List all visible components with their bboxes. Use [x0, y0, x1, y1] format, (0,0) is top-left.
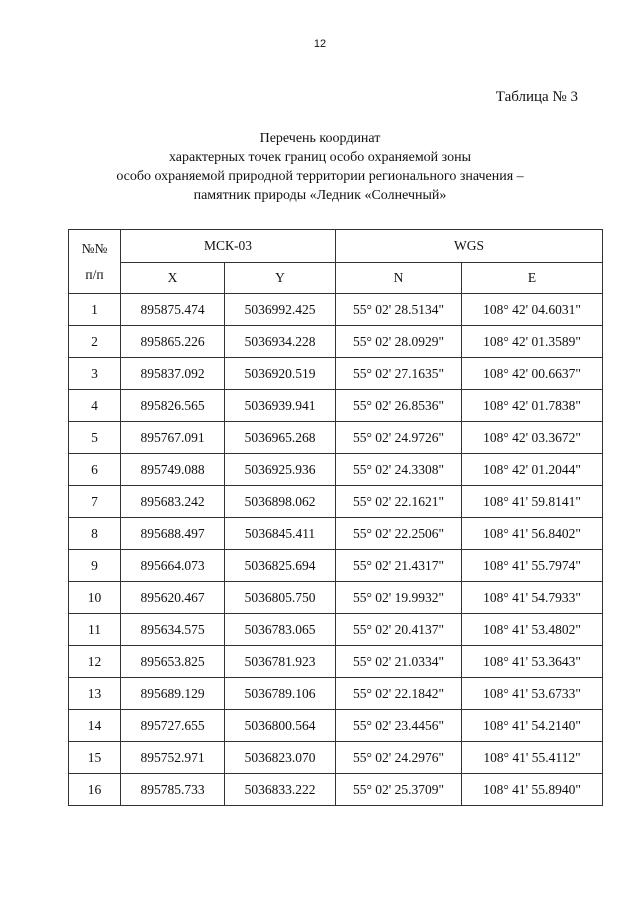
title-line: особо охраняемой природной территории регионального значения – — [116, 169, 524, 184]
table-row — [69, 550, 603, 582]
table-row — [69, 582, 603, 614]
cell-n: 55° 02' 20.4137" — [336, 614, 462, 646]
cell-number: 5 — [69, 422, 121, 454]
cell-x: 895865.226 — [121, 326, 225, 358]
cell-number: 11 — [69, 614, 121, 646]
table-row — [69, 742, 603, 774]
cell-number: 14 — [69, 710, 121, 742]
title-line: характерных точек границ особо охраняемой зоны — [168, 150, 472, 165]
table-row — [69, 294, 603, 326]
cell-number: 7 — [69, 486, 121, 518]
cell-y: 5036920.519 — [225, 358, 336, 390]
cell-e: 108° 42' 01.3589" — [462, 326, 603, 358]
table-row — [69, 646, 603, 678]
cell-e: 108° 42' 04.6031" — [462, 294, 603, 326]
cell-n: 55° 02' 25.3709" — [336, 774, 462, 806]
table-row — [69, 358, 603, 390]
cell-y: 5036825.694 — [225, 550, 336, 582]
cell-e: 108° 41' 53.3643" — [462, 646, 603, 678]
cell-number: 6 — [69, 454, 121, 486]
column-header-x: X — [121, 263, 225, 294]
cell-y: 5036833.222 — [225, 774, 336, 806]
cell-x: 895683.242 — [121, 486, 225, 518]
title-line: Перечень координат — [259, 131, 381, 146]
cell-y: 5036789.106 — [225, 678, 336, 710]
cell-e: 108° 42' 03.3672" — [462, 422, 603, 454]
cell-y: 5036823.070 — [225, 742, 336, 774]
cell-y: 5036925.936 — [225, 454, 336, 486]
page-number: 12 — [313, 38, 327, 50]
table-row — [69, 774, 603, 806]
cell-n: 55° 02' 28.0929" — [336, 326, 462, 358]
row-number-header — [69, 230, 121, 294]
cell-x: 895620.467 — [121, 582, 225, 614]
cell-x: 895634.575 — [121, 614, 225, 646]
table-label: Таблица № 3 — [495, 89, 578, 105]
cell-number: 4 — [69, 390, 121, 422]
cell-y: 5036805.750 — [225, 582, 336, 614]
cell-n: 55° 02' 26.8536" — [336, 390, 462, 422]
table-row — [69, 518, 603, 550]
cell-n: 55° 02' 24.2976" — [336, 742, 462, 774]
column-header-y: Y — [225, 263, 336, 294]
msk-group-header: МСК-03 — [121, 230, 336, 263]
cell-x: 895875.474 — [121, 294, 225, 326]
cell-n: 55° 02' 19.9932" — [336, 582, 462, 614]
table-row — [69, 486, 603, 518]
table-row — [69, 326, 603, 358]
table-row — [69, 422, 603, 454]
cell-x: 895689.129 — [121, 678, 225, 710]
table-row — [69, 678, 603, 710]
cell-e: 108° 42' 01.2044" — [462, 454, 603, 486]
cell-n: 55° 02' 21.4317" — [336, 550, 462, 582]
cell-number: 10 — [69, 582, 121, 614]
cell-e: 108° 41' 56.8402" — [462, 518, 603, 550]
table-row — [69, 390, 603, 422]
cell-number: 9 — [69, 550, 121, 582]
wgs-group-header: WGS — [336, 230, 603, 263]
cell-n: 55° 02' 21.0334" — [336, 646, 462, 678]
cell-y: 5036965.268 — [225, 422, 336, 454]
row-number-header-line2: п/п — [85, 266, 104, 282]
cell-number: 8 — [69, 518, 121, 550]
cell-e: 108° 41' 55.7974" — [462, 550, 603, 582]
cell-e: 108° 42' 00.6637" — [462, 358, 603, 390]
cell-y: 5036783.065 — [225, 614, 336, 646]
cell-x: 895785.733 — [121, 774, 225, 806]
cell-y: 5036939.941 — [225, 390, 336, 422]
cell-n: 55° 02' 24.9726" — [336, 422, 462, 454]
cell-y: 5036992.425 — [225, 294, 336, 326]
coordinates-table — [68, 229, 603, 806]
cell-n: 55° 02' 24.3308" — [336, 454, 462, 486]
cell-y: 5036934.228 — [225, 326, 336, 358]
cell-x: 895727.655 — [121, 710, 225, 742]
cell-number: 15 — [69, 742, 121, 774]
table-subheader-row — [69, 263, 603, 294]
cell-x: 895767.091 — [121, 422, 225, 454]
document-title — [0, 129, 640, 205]
cell-x: 895664.073 — [121, 550, 225, 582]
cell-e: 108° 42' 01.7838" — [462, 390, 603, 422]
cell-e: 108° 41' 55.4112" — [462, 742, 603, 774]
cell-n: 55° 02' 28.5134" — [336, 294, 462, 326]
cell-x: 895837.092 — [121, 358, 225, 390]
column-header-n: N — [336, 263, 462, 294]
cell-y: 5036800.564 — [225, 710, 336, 742]
cell-e: 108° 41' 53.4802" — [462, 614, 603, 646]
cell-n: 55° 02' 27.1635" — [336, 358, 462, 390]
cell-n: 55° 02' 22.1842" — [336, 678, 462, 710]
table-header-row — [69, 230, 603, 263]
cell-x: 895826.565 — [121, 390, 225, 422]
cell-y: 5036781.923 — [225, 646, 336, 678]
cell-x: 895749.088 — [121, 454, 225, 486]
cell-number: 1 — [69, 294, 121, 326]
column-header-e: E — [462, 263, 603, 294]
cell-x: 895752.971 — [121, 742, 225, 774]
cell-n: 55° 02' 23.4456" — [336, 710, 462, 742]
cell-x: 895688.497 — [121, 518, 225, 550]
cell-number: 13 — [69, 678, 121, 710]
cell-n: 55° 02' 22.1621" — [336, 486, 462, 518]
cell-e: 108° 41' 53.6733" — [462, 678, 603, 710]
cell-number: 12 — [69, 646, 121, 678]
cell-x: 895653.825 — [121, 646, 225, 678]
table-row — [69, 710, 603, 742]
cell-number: 2 — [69, 326, 121, 358]
cell-e: 108° 41' 55.8940" — [462, 774, 603, 806]
cell-y: 5036898.062 — [225, 486, 336, 518]
cell-number: 3 — [69, 358, 121, 390]
table-row — [69, 614, 603, 646]
cell-n: 55° 02' 22.2506" — [336, 518, 462, 550]
cell-e: 108° 41' 54.2140" — [462, 710, 603, 742]
cell-number: 16 — [69, 774, 121, 806]
cell-y: 5036845.411 — [225, 518, 336, 550]
cell-e: 108° 41' 54.7933" — [462, 582, 603, 614]
table-row — [69, 454, 603, 486]
cell-e: 108° 41' 59.8141" — [462, 486, 603, 518]
title-line: памятник природы «Ледник «Солнечный» — [193, 188, 447, 203]
row-number-header-line1: №№ — [81, 240, 108, 256]
